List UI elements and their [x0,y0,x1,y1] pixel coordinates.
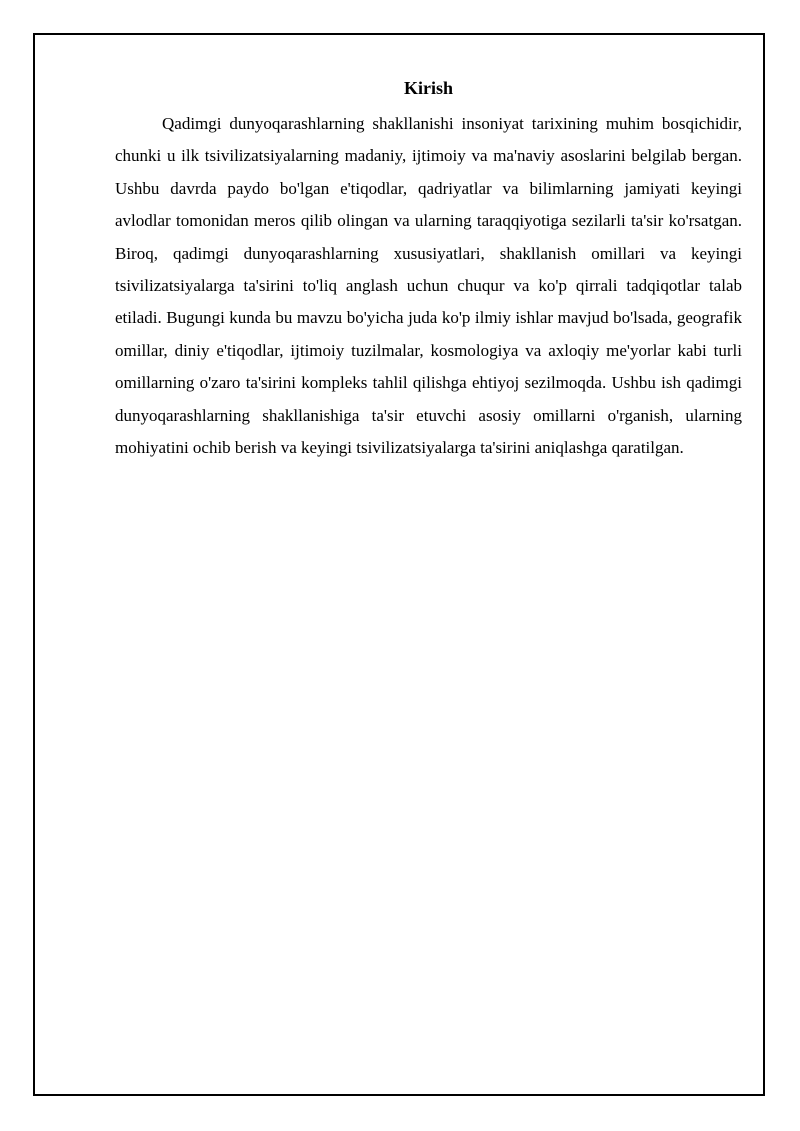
section-title: Kirish [403,78,453,98]
intro-paragraph: Qadimgi dunyoqarashlarning shakllanishi insoniyat tarixining muhim bosqichidir, chunki u ilk tsivilizatsiyalarning madaniy, ijtimoiy va ma'naviy asoslarini belgilab bergan. Ushbu davrda paydo bo'lgan e'tiqodlar, qadriyatlar va bilimlarning jamiyati keyingi avlodlar tomonidan meros qilib olingan va ularning taraqqiyotiga sezilarli ta'sir ko'rsatgan. Biroq, qadimgi dunyoqarashlarning xususiyatlari, shakllanish omillari va keyingi tsivilizatsiyalarga ta'sirini to'liq anglash uchun chuqur va ko'p qirrali tadqiqotlar talab etiladi. Bugungi kunda bu mavzu bo'yicha juda ko'p ilmiy ishlar mavjud bo'lsada, geografik omillar, diniy e'tiqodlar, ijtimoiy tuzilmalar, kosmologiya va axloqiy me'yorlar kabi turli omillarning o'zaro ta'sirini kompleks tahlil qilishga ehtiyoj sezilmoqda. Ushbu ish qadimgi dunyoqarashlarning shakllanishiga ta'sir etuvchi asosiy omillarni o'rganish, ularning mohiyatini ochib berish va keyingi tsivilizatsiyalarga ta'sirini aniqlashga qaratilgan. [115,114,742,458]
document-body [115,76,742,464]
